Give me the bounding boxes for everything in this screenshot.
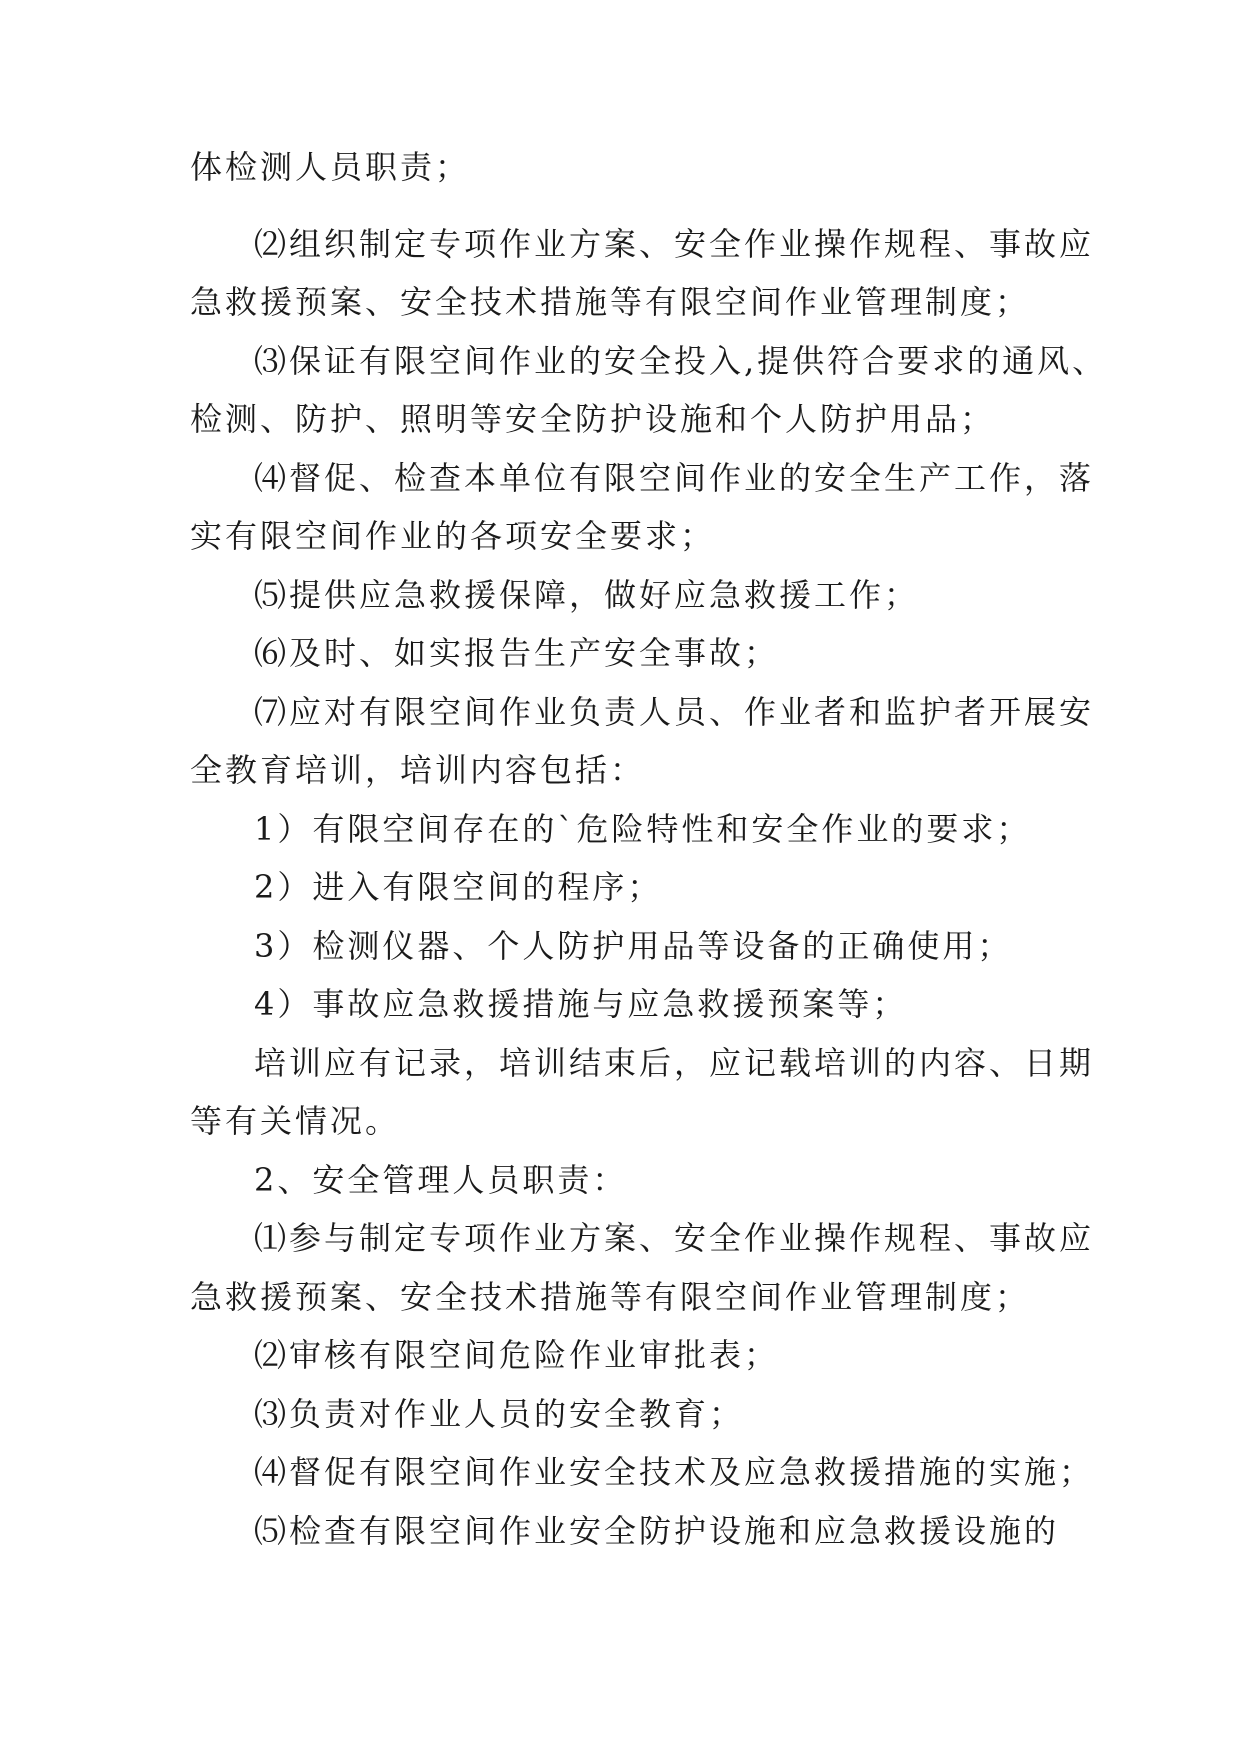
text-line-16: 培训应有记录，培训结束后，应记载培训的内容、日期 <box>254 1044 1095 1082</box>
text-line-17: 等有关情况。 <box>190 1102 401 1140</box>
text-line-24: ⑸检查有限空间作业安全防护设施和应急救援设施的 <box>254 1512 1060 1550</box>
text-line-20: 急救援预案、安全技术措施等有限空间作业管理制度； <box>190 1278 1031 1316</box>
text-line-23: ⑷督促有限空间作业安全技术及应急救援措施的实施； <box>254 1453 1095 1491</box>
text-line-2: ⑵组织制定专项作业方案、安全作业操作规程、事故应 <box>254 225 1095 263</box>
text-line-12: 1）有限空间存在的`危险特性和安全作业的要求； <box>254 810 1032 848</box>
text-line-10: ⑺应对有限空间作业负责人员、作业者和监护者开展安 <box>254 693 1095 731</box>
text-line-6: ⑷督促、检查本单位有限空间作业的安全生产工作，落 <box>254 459 1095 497</box>
text-line-22: ⑶负责对作业人员的安全教育； <box>254 1395 745 1433</box>
text-line-8: ⑸提供应急救援保障，做好应急救援工作； <box>254 576 920 614</box>
text-line-14: 3）检测仪器、个人防护用品等设备的正确使用； <box>254 927 1013 965</box>
text-line-15: 4）事故应急救援措施与应急救援预案等； <box>254 985 908 1023</box>
text-line-5: 检测、防护、照明等安全防护设施和个人防护用品； <box>190 400 996 438</box>
text-line-1: 体检测人员职责； <box>190 148 471 186</box>
text-line-9: ⑹及时、如实报告生产安全事故； <box>254 634 780 672</box>
text-line-11: 全教育培训，培训内容包括： <box>190 751 646 789</box>
text-line-3: 急救援预案、安全技术措施等有限空间作业管理制度； <box>190 283 1031 321</box>
text-line-19: ⑴参与制定专项作业方案、安全作业操作规程、事故应 <box>254 1219 1095 1257</box>
text-line-18: 2、安全管理人员职责： <box>254 1161 628 1199</box>
text-line-21: ⑵审核有限空间危险作业审批表； <box>254 1336 780 1374</box>
text-line-13: 2）进入有限空间的程序； <box>254 868 663 906</box>
text-line-4: ⑶保证有限空间作业的安全投入,提供符合要求的通风、 <box>254 342 1108 380</box>
text-line-7: 实有限空间作业的各项安全要求； <box>190 517 716 555</box>
